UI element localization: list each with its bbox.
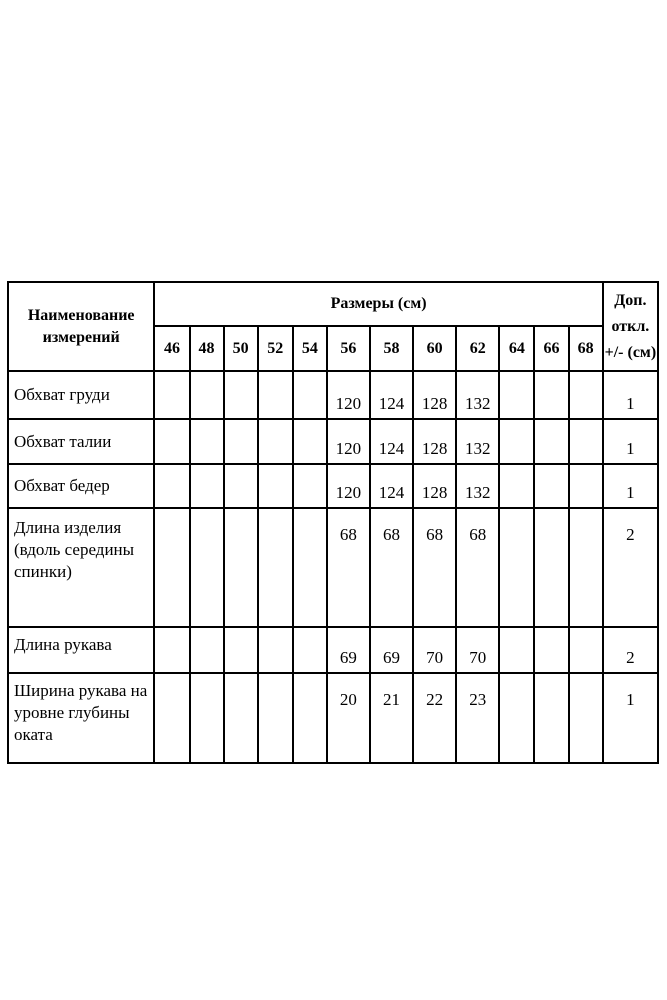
value-cell: 69 xyxy=(370,627,413,673)
value-cell xyxy=(499,673,534,763)
value-cell: 70 xyxy=(456,627,499,673)
value-cell: 22 xyxy=(413,673,456,763)
value-cell xyxy=(258,419,293,464)
value-cell: 124 xyxy=(370,464,413,508)
value-cell xyxy=(534,673,568,763)
value-cell: 128 xyxy=(413,419,456,464)
row-label: Обхват груди xyxy=(8,371,154,419)
value-cell xyxy=(258,627,293,673)
size-48: 48 xyxy=(190,326,224,371)
value-cell xyxy=(569,371,603,419)
value-cell: 23 xyxy=(456,673,499,763)
tolerance-cell: 1 xyxy=(603,464,658,508)
row-label: Длина рукава xyxy=(8,627,154,673)
value-cell xyxy=(569,508,603,627)
value-cell: 132 xyxy=(456,419,499,464)
value-cell xyxy=(569,627,603,673)
size-68: 68 xyxy=(569,326,603,371)
value-cell: 132 xyxy=(456,464,499,508)
tolerance-cell: 2 xyxy=(603,508,658,627)
value-cell xyxy=(224,673,258,763)
value-cell xyxy=(258,464,293,508)
value-cell xyxy=(499,627,534,673)
row-label: Обхват талии xyxy=(8,419,154,464)
value-cell xyxy=(154,419,189,464)
value-cell: 132 xyxy=(456,371,499,419)
size-66: 66 xyxy=(534,326,568,371)
size-chart xyxy=(7,281,659,764)
value-cell xyxy=(499,371,534,419)
measurement-name-header: Наименование измерений xyxy=(8,282,154,371)
size-56: 56 xyxy=(327,326,370,371)
size-54: 54 xyxy=(293,326,327,371)
value-cell xyxy=(190,508,224,627)
value-cell: 21 xyxy=(370,673,413,763)
size-52: 52 xyxy=(258,326,293,371)
value-cell: 124 xyxy=(370,371,413,419)
tolerance-cell: 1 xyxy=(603,371,658,419)
value-cell xyxy=(258,371,293,419)
value-cell xyxy=(293,508,327,627)
tolerance-cell: 1 xyxy=(603,673,658,763)
value-cell xyxy=(224,464,258,508)
value-cell xyxy=(293,673,327,763)
value-cell xyxy=(293,371,327,419)
sizes-header: Размеры (см) xyxy=(154,282,602,326)
size-58: 58 xyxy=(370,326,413,371)
value-cell xyxy=(569,673,603,763)
value-cell: 128 xyxy=(413,464,456,508)
table-row xyxy=(8,419,658,464)
size-table xyxy=(7,281,659,764)
value-cell: 128 xyxy=(413,371,456,419)
value-cell xyxy=(258,673,293,763)
value-cell xyxy=(534,508,568,627)
value-cell: 124 xyxy=(370,419,413,464)
header-row-1 xyxy=(8,282,658,326)
row-label: Ширина рукава на уровне глубины оката xyxy=(8,673,154,763)
value-cell: 69 xyxy=(327,627,370,673)
value-cell xyxy=(190,419,224,464)
value-cell: 68 xyxy=(327,508,370,627)
value-cell xyxy=(190,371,224,419)
value-cell xyxy=(499,508,534,627)
value-cell xyxy=(154,371,189,419)
size-60: 60 xyxy=(413,326,456,371)
size-46: 46 xyxy=(154,326,189,371)
value-cell xyxy=(499,464,534,508)
size-64: 64 xyxy=(499,326,534,371)
value-cell xyxy=(258,508,293,627)
value-cell xyxy=(190,464,224,508)
row-label: Обхват бедер xyxy=(8,464,154,508)
value-cell xyxy=(534,464,568,508)
value-cell xyxy=(154,464,189,508)
value-cell xyxy=(154,508,189,627)
size-62: 62 xyxy=(456,326,499,371)
value-cell xyxy=(190,627,224,673)
tolerance-cell: 2 xyxy=(603,627,658,673)
value-cell xyxy=(569,419,603,464)
value-cell xyxy=(293,464,327,508)
table-row xyxy=(8,464,658,508)
value-cell xyxy=(569,464,603,508)
value-cell xyxy=(293,627,327,673)
value-cell: 68 xyxy=(456,508,499,627)
value-cell xyxy=(534,419,568,464)
value-cell xyxy=(190,673,224,763)
value-cell: 120 xyxy=(327,464,370,508)
value-cell: 120 xyxy=(327,371,370,419)
value-cell xyxy=(534,371,568,419)
value-cell xyxy=(293,419,327,464)
value-cell xyxy=(534,627,568,673)
value-cell xyxy=(224,371,258,419)
tolerance-header: Доп. откл. +/- (см) xyxy=(603,282,658,371)
value-cell xyxy=(224,627,258,673)
value-cell xyxy=(499,419,534,464)
value-cell: 20 xyxy=(327,673,370,763)
value-cell: 68 xyxy=(413,508,456,627)
value-cell xyxy=(154,627,189,673)
value-cell xyxy=(224,419,258,464)
value-cell: 70 xyxy=(413,627,456,673)
tolerance-cell: 1 xyxy=(603,419,658,464)
table-row xyxy=(8,371,658,419)
table-row xyxy=(8,508,658,627)
value-cell: 120 xyxy=(327,419,370,464)
row-label: Длина изделия (вдоль середины спинки) xyxy=(8,508,154,627)
value-cell: 68 xyxy=(370,508,413,627)
size-50: 50 xyxy=(224,326,258,371)
value-cell xyxy=(154,673,189,763)
table-row xyxy=(8,673,658,763)
value-cell xyxy=(224,508,258,627)
table-row xyxy=(8,627,658,673)
